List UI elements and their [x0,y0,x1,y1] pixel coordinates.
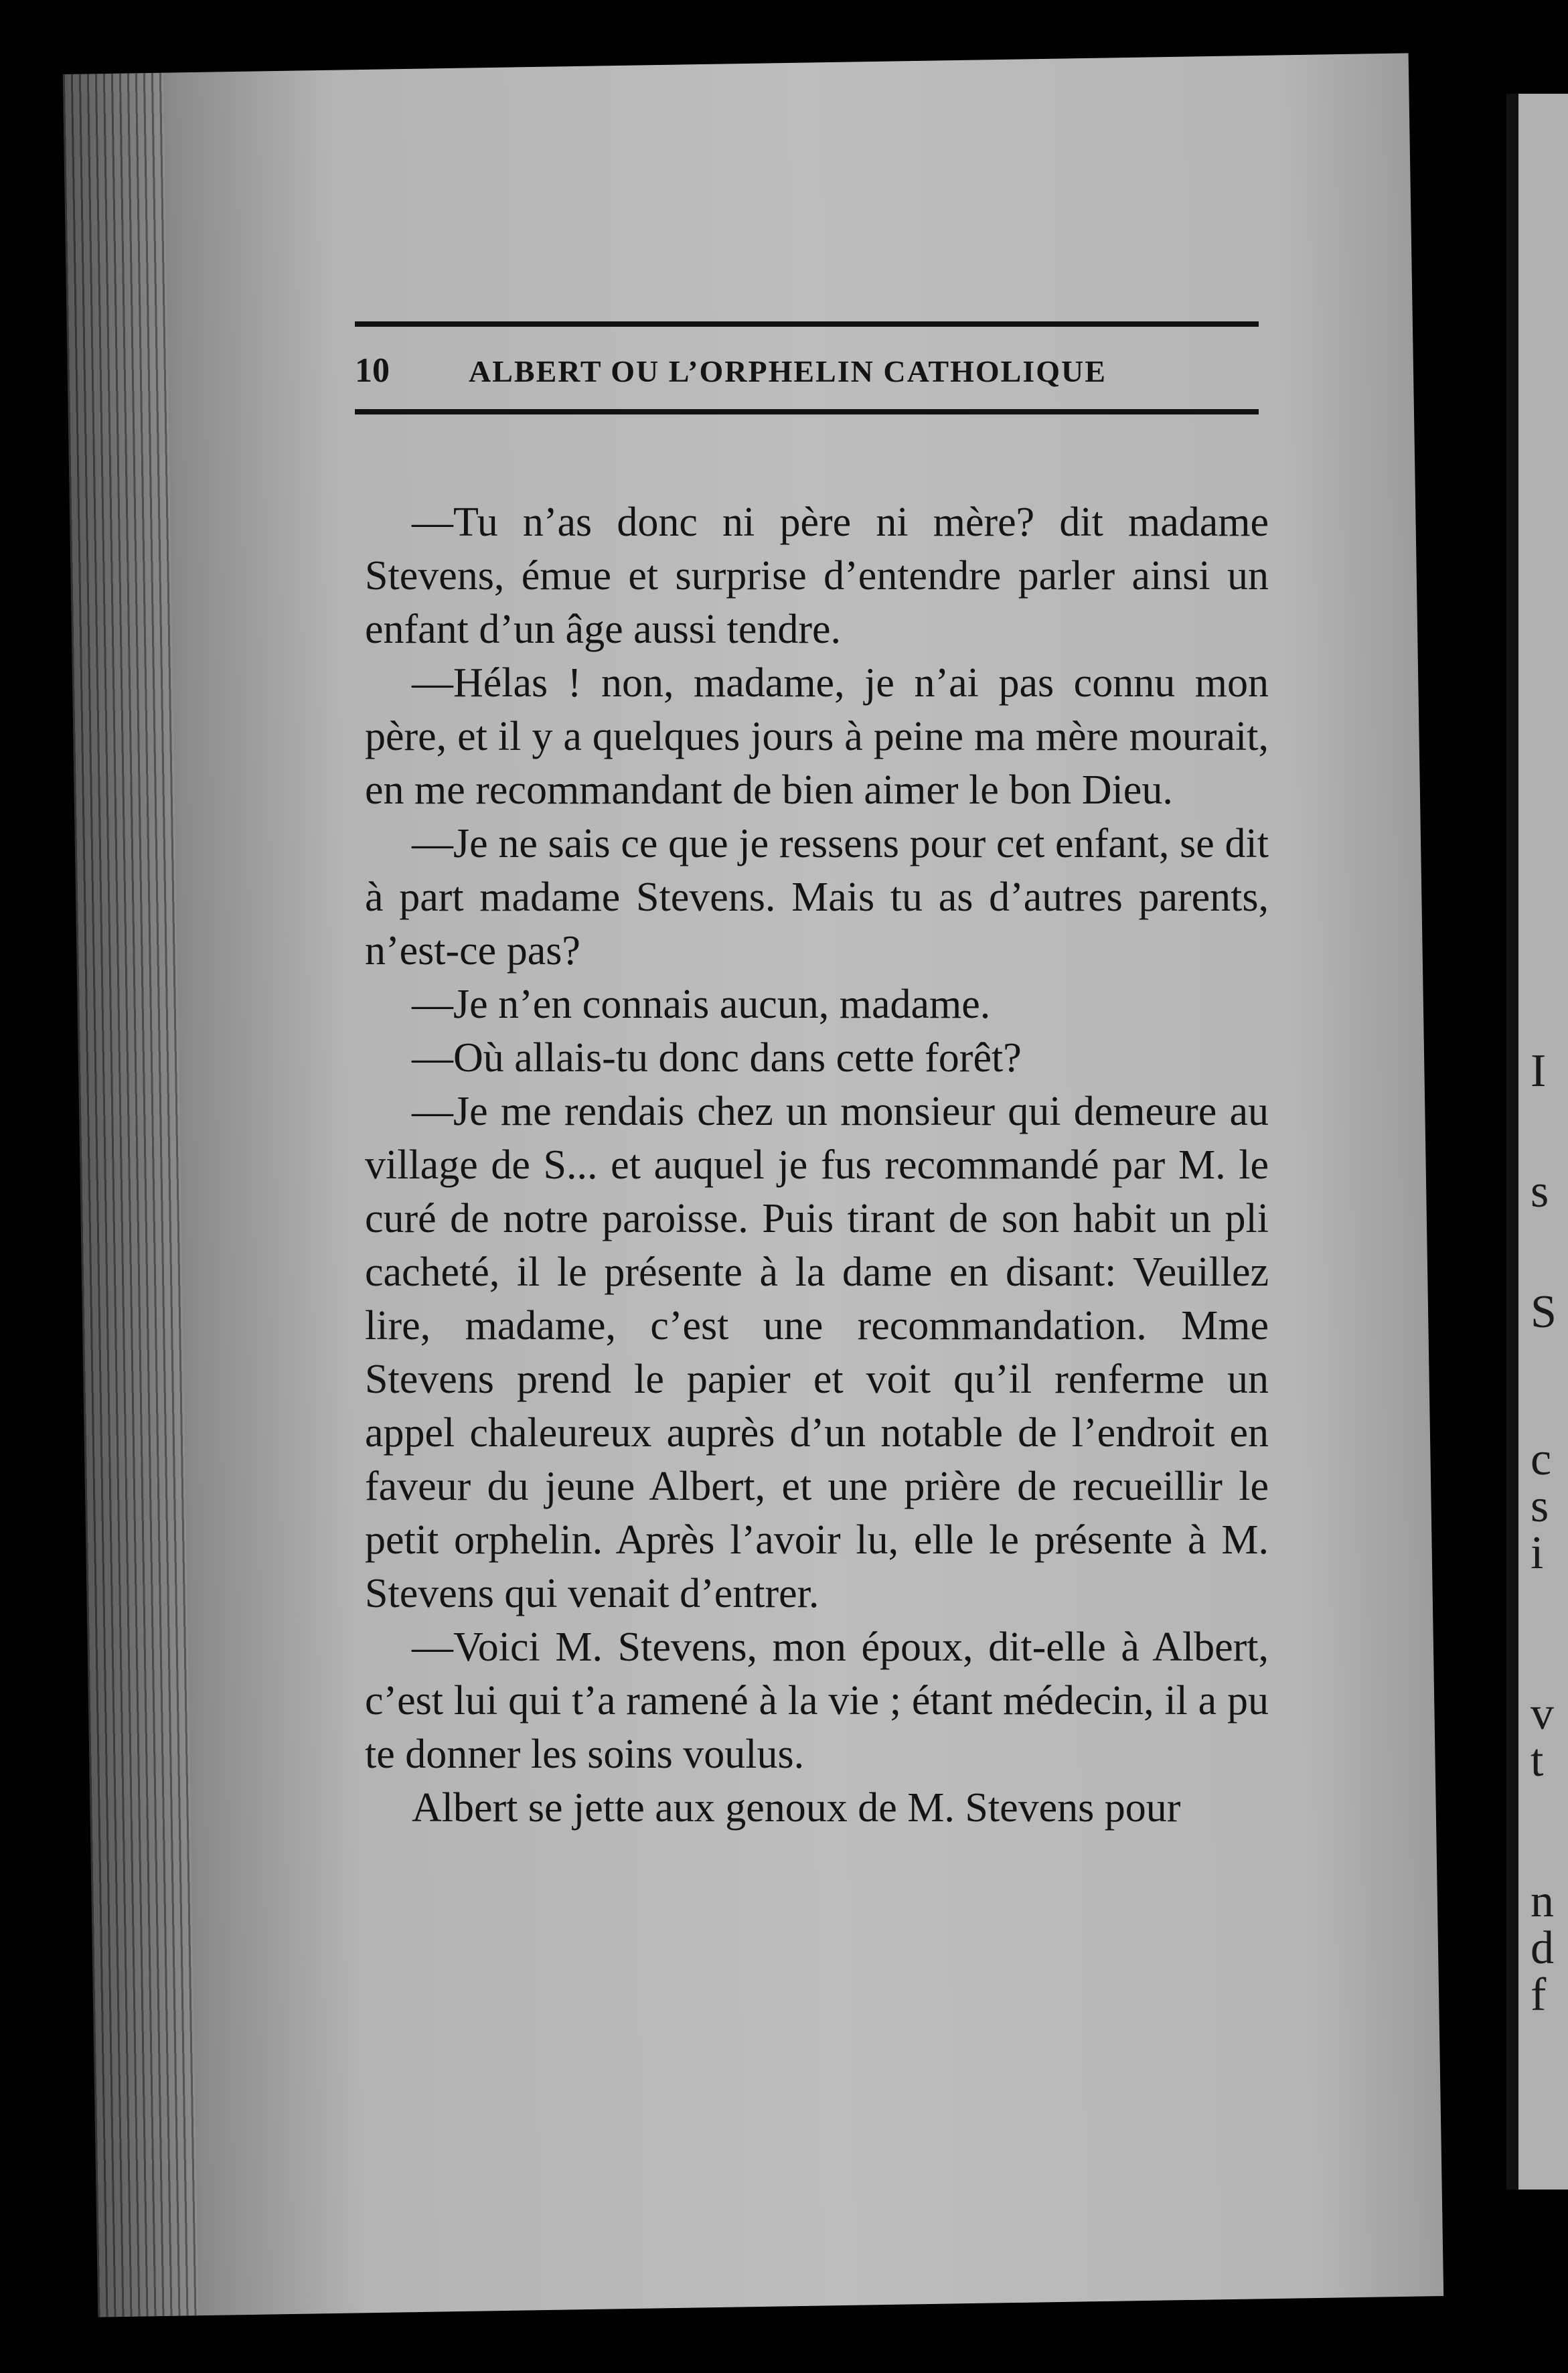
paragraph: —Où allais-tu donc dans cette forêt? [412,1035,1022,1081]
adjacent-page-letter: c [1531,1434,1552,1485]
adjacent-page-letter: s [1531,1480,1549,1532]
running-title: ALBERT OU L’ORPHELIN CATHOLIQUE [469,354,1107,388]
header-bottom-rule [355,409,1259,414]
adjacent-page-letter: f [1531,1969,1547,2021]
paragraph: —Hélas ! non, madame, je n’ai pas connu mon père, et il y a quelques jours à peine ma mère mourait, en me recommandant de bien aimer le bon Dieu. [365,660,1269,813]
paragraph: —Tu n’as donc ni père ni mère? dit madame Stevens, émue et surprise d’entendre parler ainsi un enfant d’un âge aussi tendre. [365,500,1269,652]
page-number: 10 [355,352,390,390]
header-row [355,327,1259,409]
body-text [365,495,1269,1835]
paragraph: —Je n’en connais aucun, madame. [412,982,991,1027]
adjacent-page-letter: s [1531,1166,1549,1217]
adjacent-page-letter: v [1531,1688,1554,1740]
adjacent-page-letter: S [1531,1286,1557,1338]
adjacent-page-letter: n [1531,1876,1554,1927]
page-stack-edges [63,73,199,2317]
paragraph: —Je me rendais chez un monsieur qui demeure au village de S... et auquel je fus recommandé par M. le curé de notre paroisse. Puis tirant de son habit un pli cacheté, il le présente à la dame en disant: Veuillez lire, madame, c’est une recommandation. Mme Stevens prend le papier et voit qu’il renferme un appel chaleureux auprès d’un notable de l’endroit en faveur du jeune Albert, et une prière de recueillir le petit orphelin. Après l’avoir lu, elle le présente à M. Stevens qui venait d’entrer. [365,1089,1269,1616]
paragraph: Albert se jette aux genoux de M. Stevens pour [412,1785,1181,1831]
paragraph: —Je ne sais ce que je ressens pour cet enfant, se dit à part madame Stevens. Mais tu as d’autres parents, n’est-ce pas? [365,821,1269,974]
paragraph: —Voici M. Stevens, mon époux, dit-elle à Albert, c’est lui qui t’a ramené à la vie ; étant médecin, il a pu te donner les soins voulus. [365,1624,1269,1777]
adjacent-page-letter: I [1531,1045,1547,1097]
running-header [355,321,1259,414]
adjacent-page-letter: i [1531,1527,1544,1579]
adjacent-page-letter: t [1531,1735,1544,1786]
header-top-rule [355,321,1259,327]
adjacent-page-edge [1506,94,1568,2190]
adjacent-page-letter: d [1531,1922,1554,1974]
